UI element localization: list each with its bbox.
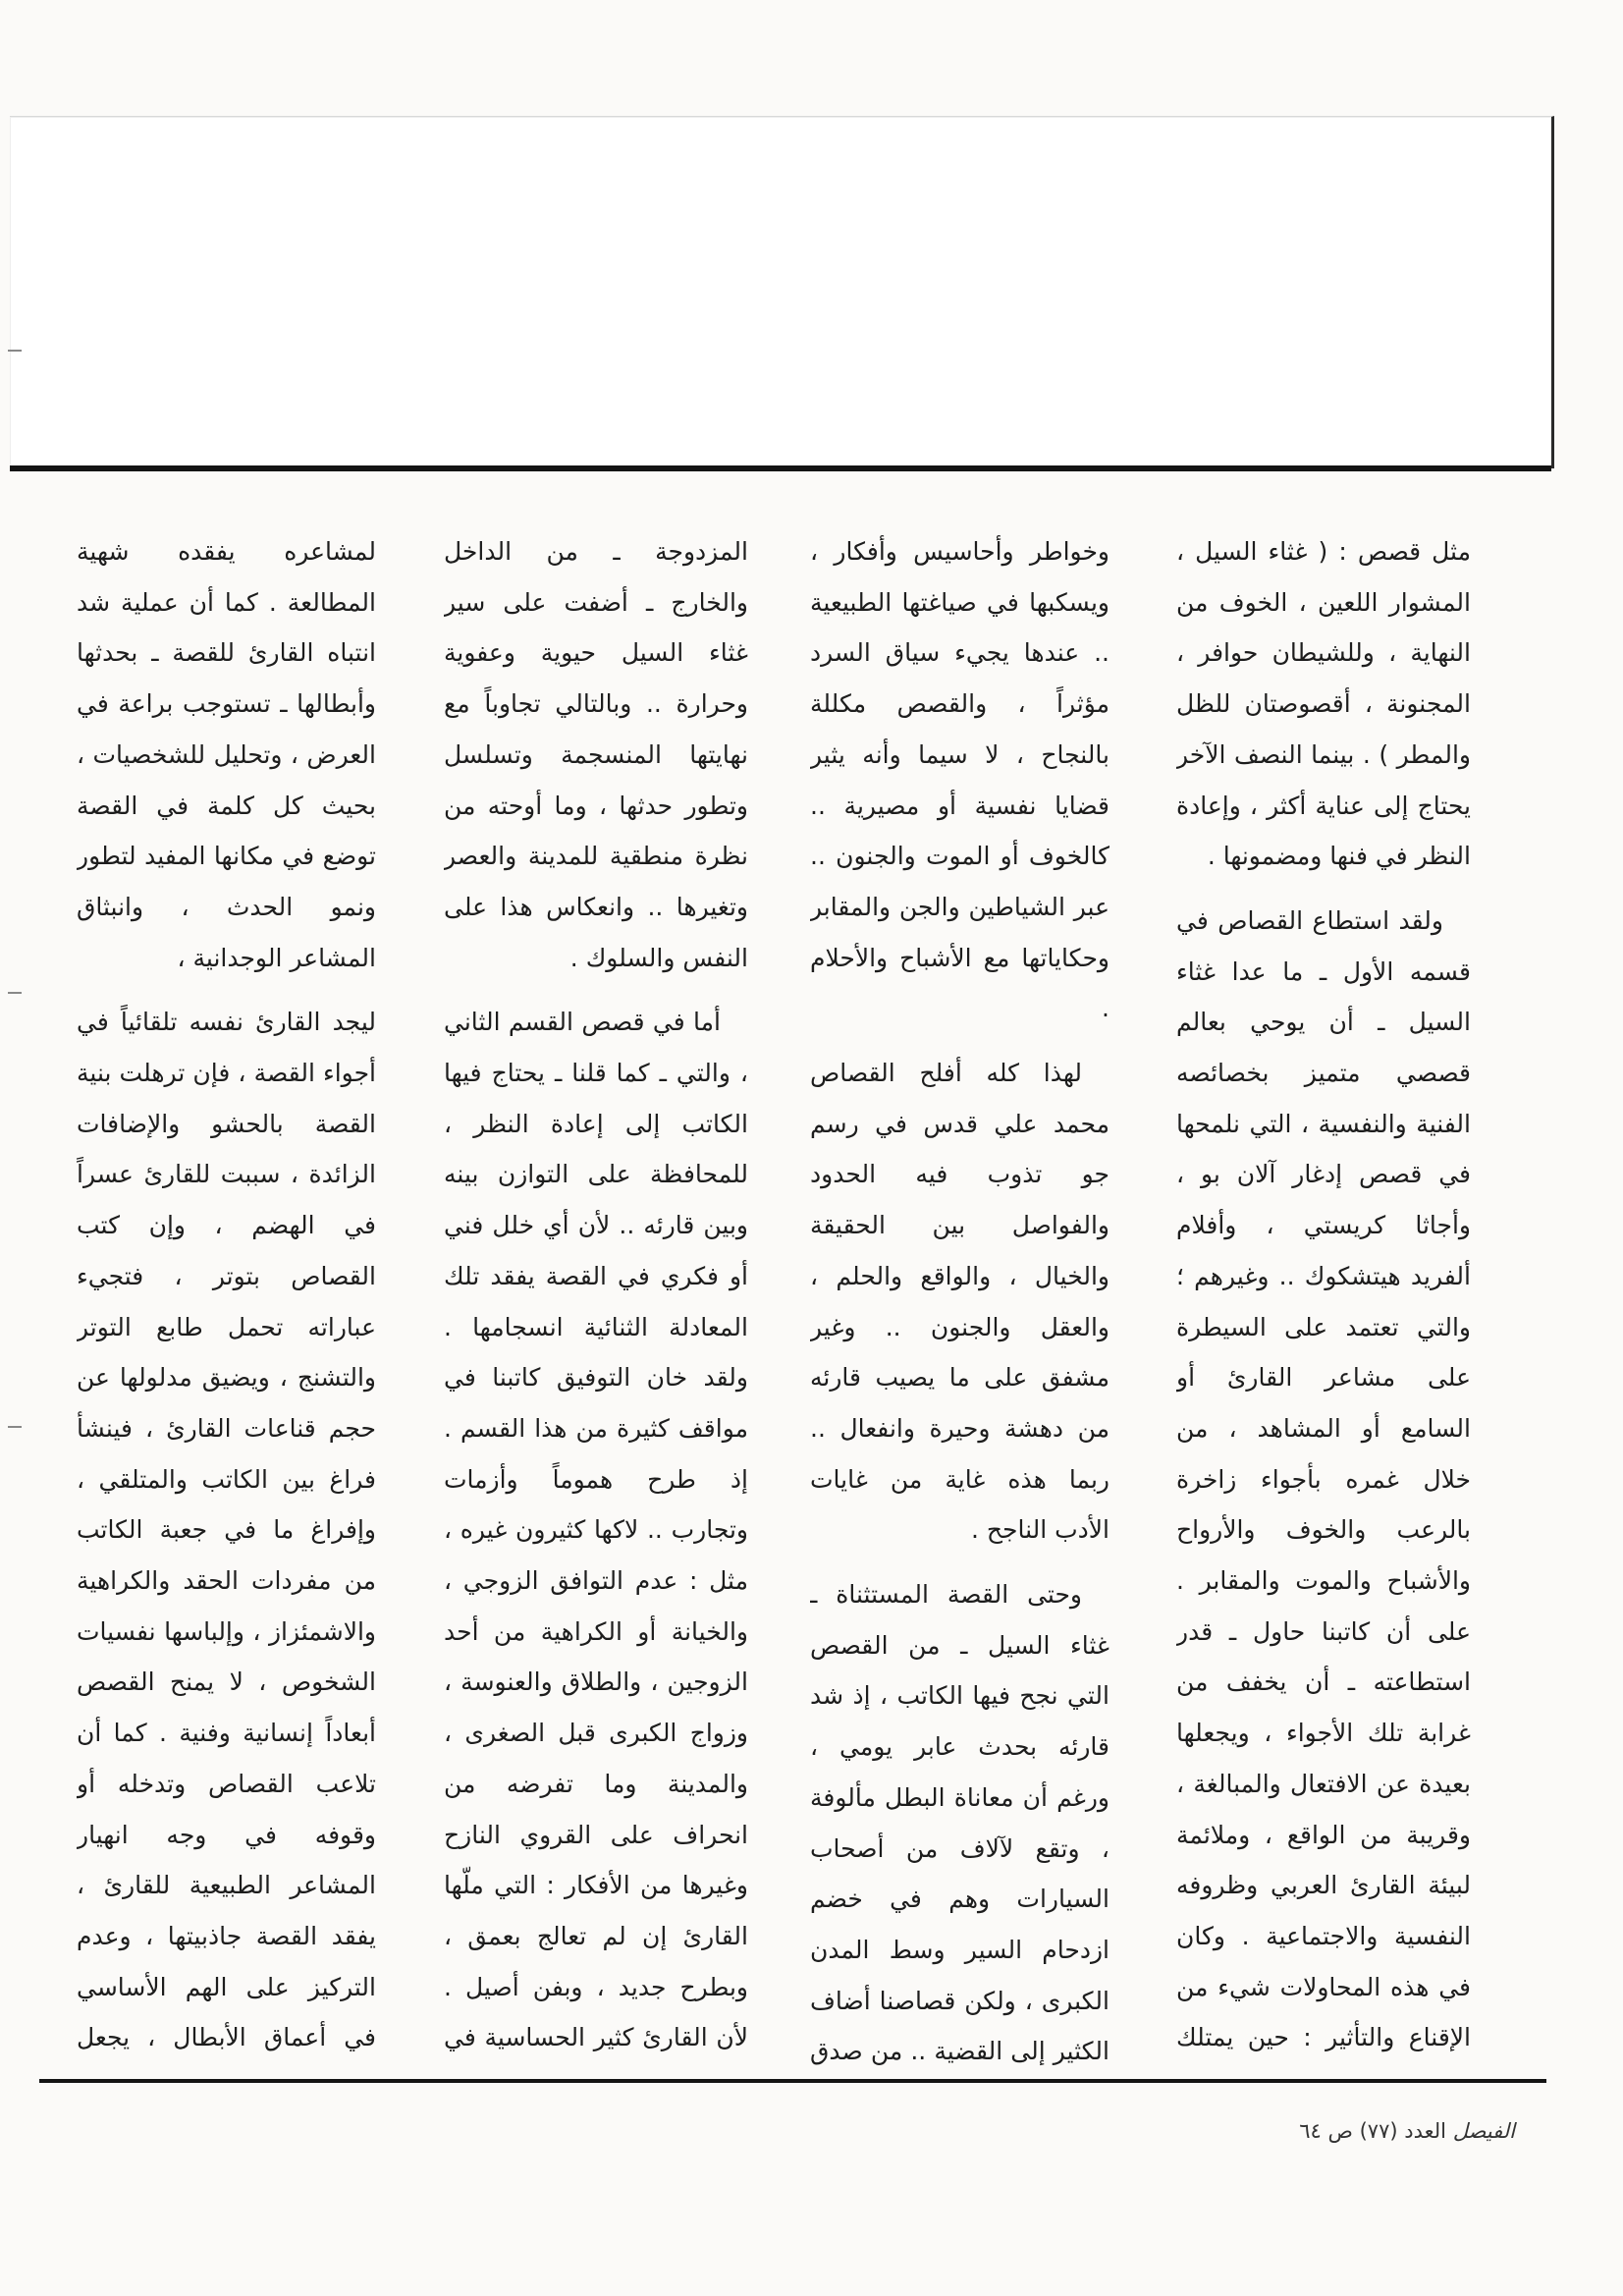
text-column-1 <box>1176 526 1471 2068</box>
paragraph: وخواطر وأحاسيس وأفكار ، ويسكبها في صياغتها الطبيعية .. عندها يجيء سياق السرد مؤثراً ، والقصص مكللة بالنجاح ، لا سيما وأنه يثير قضايا نفسية أو مصيرية .. كالخوف أو الموت والجنون .. عبر الشياطين والجن والمقابر وحكاياتها مع الأشباح والأحلام . <box>810 537 1109 1023</box>
issue-number: (٧٧) <box>1359 2119 1398 2143</box>
margin-mark <box>8 350 22 352</box>
header-rule <box>10 465 1551 471</box>
issue-label: العدد <box>1404 2119 1446 2143</box>
magazine-name: الفيصل <box>1452 2119 1515 2143</box>
paragraph: لمشاعره يفقده شهية المطالعة . كما أن عملية شد انتباه القارئ للقصة ـ بحدثها وأبطالها ـ تستوجب براعة في العرض ، وتحليل للشخصيات ، بحيث كل كلمة في القصة توضع في مكانها المفيد لتطور ونمو الحدث ، وانبثاق المشاعر الوجدانية ، <box>77 537 376 972</box>
text-column-2 <box>810 526 1109 2068</box>
paragraph: ولقد استطاع القصاص في قسمه الأول ـ ما عدا غثاء السيل ـ أن يوحي بعالم قصصي متميز بخصائصه الفنية والنفسية ، التي نلمحها في قصص إدغار آلان بو ، وأجاثا كريستي ، وأفلام ألفريد هيتشكوك .. وغيرهم ؛ والتي تعتمد على السيطرة على مشاعر القارئ أو السامع أو المشاهد ، من خلال غمره بأجواء زاخرة بالرعب والخوف والأرواح والأشباح والموت والمقابر . على أن كاتبنا حاول ـ قدر استطاعته ـ أن يخفف من غرابة تلك الأجواء ، ويجعلها بعيدة عن الافتعال والمبالغة ، وقريبة من الواقع ، وملائمة لبيئة القارئ العربي وظروفه النفسية والاجتماعية . وكان في هذه المحاولات شيء من الإقناع والتأثير : حين يمتلك <box>1176 905 1471 2052</box>
paragraph: لهذا كله أفلح القصاص محمد علي قدس في رسم جو تذوب فيه الحدود والفواصل بين الحقيقة والخيال ، والواقع والحلم ، والعقل والجنون .. وغير مشفق على ما يصيب قارئه من دهشة وحيرة وانفعال .. ربما هذه غاية من غايات الأدب الناجح . <box>810 1059 1109 1545</box>
paragraph: وحتى القصة المستثناة ـ غثاء السيل ـ من القصص التي نجح فيها الكاتب ، إذ شد قارئه بحدث عابر يومي ، ورغم أن معاناة البطل مألوفة ، وتقع لآلاف من أصحاب السيارات وهم في خضم ازدحام السير وسط المدن الكبرى ، ولكن قصاصنا أضاف الكثير إلى القضية .. من صدق <box>810 1580 1109 2066</box>
page-number: ٦٤ <box>1299 2119 1322 2143</box>
paragraph: مثل قصص : ( غثاء السيل ، المشوار اللعين ، الخوف من النهاية ، وللشيطان حوافر ، المجنونة ، أقصوصتان للظل والمطر ) . بينما النصف الآخر يحتاج إلى عناية أكثر ، وإعادة النظر في فنها ومضمونها . <box>1176 537 1471 871</box>
image-placeholder-box <box>10 116 1554 468</box>
text-column-4 <box>77 526 376 2068</box>
paragraph: المزدوجة ـ من الداخل والخارج ـ أضفت على سير غثاء السيل حيوية وعفوية وحرارة .. وبالتالي تجاوباً مع نهايتها المنسجمة وتسلسل وتطور حدثها ، وما أوحته من نظرة منطقية للمدينة والعصر وتغيرها .. وانعكاس هذا على النفس والسلوك . <box>444 537 748 972</box>
page-label: ص <box>1327 2119 1353 2143</box>
paragraph: أما في قصص القسم الثاني ، والتي ـ كما قلنا ـ يحتاج فيها الكاتب إلى إعادة النظر ، للمحافظة على التوازن بينه وبين قارئه .. لأن أي خلل فني أو فكري في القصة يفقد تلك المعادلة الثنائية انسجامها . ولقد خان التوفيق كاتبنا في مواقف كثيرة من هذا القسم . إذ طرح هموماً وأزمات وتجارب .. لاكها كثيرون غيره ، مثل : عدم التوافق الزوجي ، والخيانة أو الكراهية من أحد الزوجين ، والطلاق والعنوسة ، وزواج الكبرى قبل الصغرى ، والمدينة وما تفرضه من انحراف على القروي النازح وغيرها من الأفكار : التي ملّها القارئ إن لم تعالج بعمق ، وبطرح جديد ، وبفن أصيل . لأن القارئ كثير الحساسية في <box>444 1008 748 2052</box>
margin-mark <box>8 992 22 994</box>
paragraph: ليجد القارئ نفسه تلقائياً في أجواء القصة ، فإن ترهلت بنية القصة بالحشو والإضافات الزائدة ، سببت للقارئ عسراً في الهضم ، وإن كتب القصاص بتوتر ، فتجيء عباراته تحمل طابع التوتر والتشنج ، ويضيق مدلولها عن حجم قناعات القارئ ، فينشأ فراغ بين الكاتب والمتلقي ، وإفراغ ما في جعبة الكاتب من مفردات الحقد والكراهية والاشمئزاز ، وإلباسها نفسيات الشخوص ، لا يمنح القصص أبعاداً إنسانية وفنية . كما أن تلاعب القصاص وتدخله أو وقوفه في وجه انهيار المشاعر الطبيعية للقارئ ، يفقد القصة جاذبيتها ، وعدم التركيز على الهم الأساسي في أعماق الأبطال ، يجعل <box>77 1008 376 2052</box>
page-footer <box>1299 2119 1515 2143</box>
margin-mark <box>8 1426 22 1428</box>
footer-rule <box>39 2079 1546 2083</box>
text-column-3 <box>444 526 748 2068</box>
